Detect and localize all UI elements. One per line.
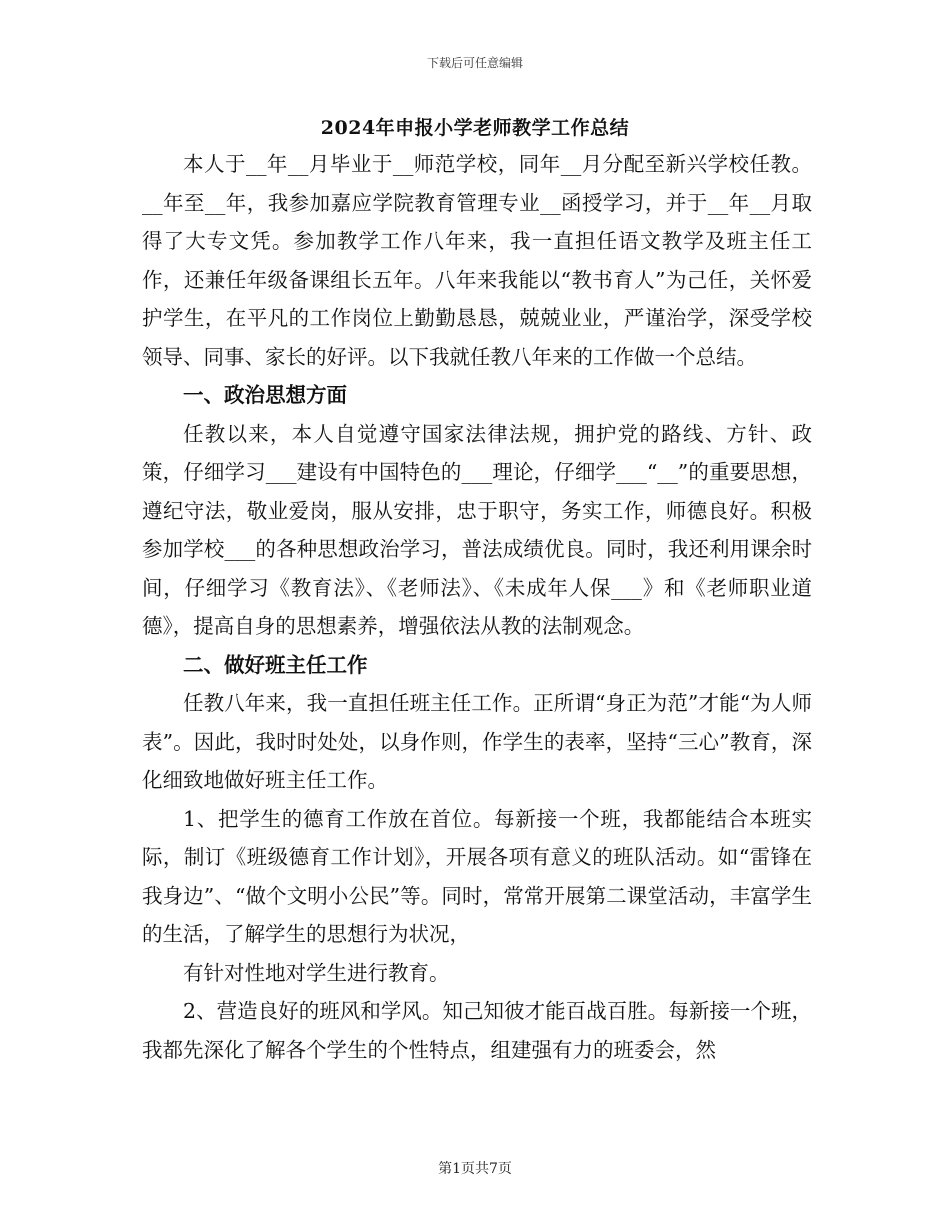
- page-number-footer: 第1页共7页: [438, 1161, 512, 1177]
- document-title: 2024年申报小学老师教学工作总结: [320, 117, 630, 139]
- politics-paragraph: 任教以来，本人自觉遵守国家法律法规，拥护党的路线、方针、政策，仔细学习___建设有中国特色的___理论，仔细学___“__”的重要思想，遵纪守法，敬业爱岗，服从安排，忠于职守，务实工作，师德良好。积极参加学校___的各种思想政治学习，普法成绩优良。同时，我还利用课余时间，仔细学习《教育法》、《老师法》、《未成年人保___》和《老师职业道德》，提高自身的思想素养，增强依法从教的法制观念。: [142, 421, 812, 638]
- intro-paragraph: 本人于__年__月毕业于__师范学校，同年__月分配至新兴学校任教。__年至__年，我参加嘉应学院教育管理专业__函授学习，并于__年__月取得了大专文凭。参加教学工作八年来，我一直担任语文教学及班主任工作，还兼任年级备课组长五年。八年来我能以“教书育人”为己任，关怀爱护学生，在平凡的工作岗位上勤勤恳恳，兢兢业业，严谨治学，深受学校领导、同事、家长的好评。以下我就任教八年来的工作做一个总结。: [142, 152, 812, 369]
- document-body: [142, 145, 812, 1069]
- section-heading-politics: 一、政治思想方面: [183, 383, 347, 407]
- item-1-continuation: 有针对性地对学生进行教育。: [183, 960, 450, 985]
- item-2-paragraph: 2、营造良好的班风和学风。知己知彼才能百战百胜。每新接一个班，我都先深化了解各个学生的个性特点，组建强有力的班委会，然: [142, 999, 812, 1062]
- header-note: 下载后可任意编辑: [426, 56, 523, 70]
- section-heading-class-teacher: 二、做好班主任工作: [183, 652, 368, 677]
- item-1-paragraph: 1、把学生的德育工作放在首位。每新接一个班，我都能结合本班实际，制订《班级德育工作计划》，开展各项有意义的班队活动。如“雷锋在我身边”、“做个文明小公民”等。同时，常常开展第二课堂活动，丰富学生的生活，了解学生的思想行为状况，: [142, 806, 812, 946]
- class-teacher-paragraph: 任教八年来，我一直担任班主任工作。正所谓“身正为范”才能“为人师表”。因此，我时时处处，以身作则，作学生的表率，坚持“三心”教育，深化细致地做好班主任工作。: [142, 691, 812, 792]
